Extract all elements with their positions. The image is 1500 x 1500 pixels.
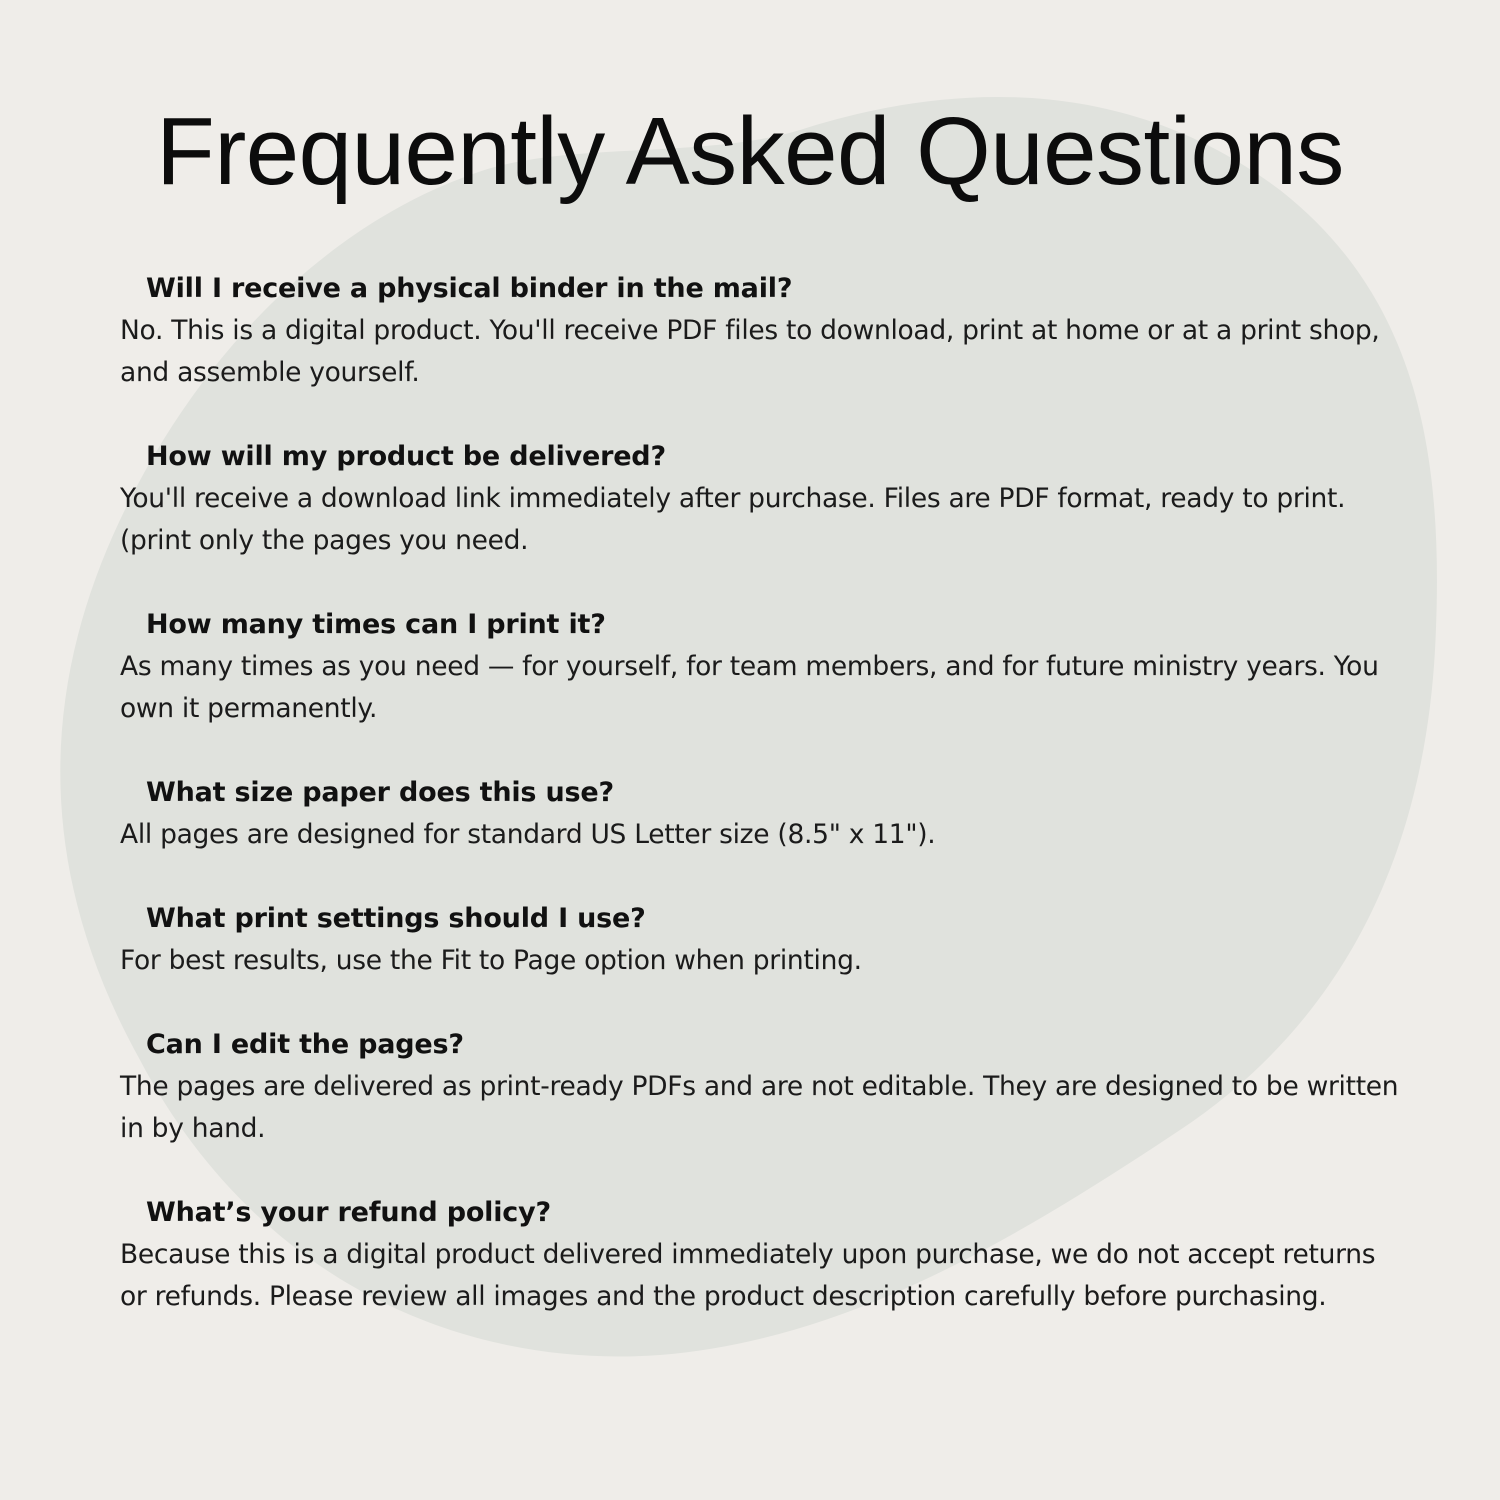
faq-question: Can I edit the pages? xyxy=(146,1029,464,1060)
faq-answer: All pages are designed for standard US Letter size (8.5" x 11"). xyxy=(120,819,936,850)
faq-answer: Because this is a digital product delivered immediately upon purchase, we do not accept returns or refunds. Please review all images and the product description carefully before purchasing. xyxy=(120,1239,1376,1312)
faq-answer: No. This is a digital product. You'll receive PDF files to download, print at home or at a print shop, and assemble yourself. xyxy=(120,315,1380,388)
faq-item xyxy=(120,604,1400,730)
page-title: Frequently Asked Questions xyxy=(156,98,1344,205)
faq-item xyxy=(120,268,1400,394)
faq-item xyxy=(120,772,1400,856)
faq-question: How will my product be delivered? xyxy=(146,441,666,472)
faq-item xyxy=(120,898,1400,982)
faq-item xyxy=(120,1024,1400,1150)
faq-question: What size paper does this use? xyxy=(146,777,614,808)
faq-answer: For best results, use the Fit to Page option when printing. xyxy=(120,945,862,976)
faq-item xyxy=(120,436,1400,562)
faq-question: What’s your refund policy? xyxy=(146,1197,551,1228)
faq-answer: You'll receive a download link immediately after purchase. Files are PDF format, ready to print. (print only the pages you need. xyxy=(120,483,1346,556)
faq-question: How many times can I print it? xyxy=(146,609,606,640)
faq-question: What print settings should I use? xyxy=(146,903,646,934)
faq-answer: As many times as you need — for yourself, for team members, and for future ministry years. You own it permanently. xyxy=(120,651,1379,724)
faq-question: Will I receive a physical binder in the mail? xyxy=(146,273,793,304)
faq-answer: The pages are delivered as print-ready PDFs and are not editable. They are designed to be written in by hand. xyxy=(120,1071,1399,1144)
faq-item xyxy=(120,1192,1400,1318)
